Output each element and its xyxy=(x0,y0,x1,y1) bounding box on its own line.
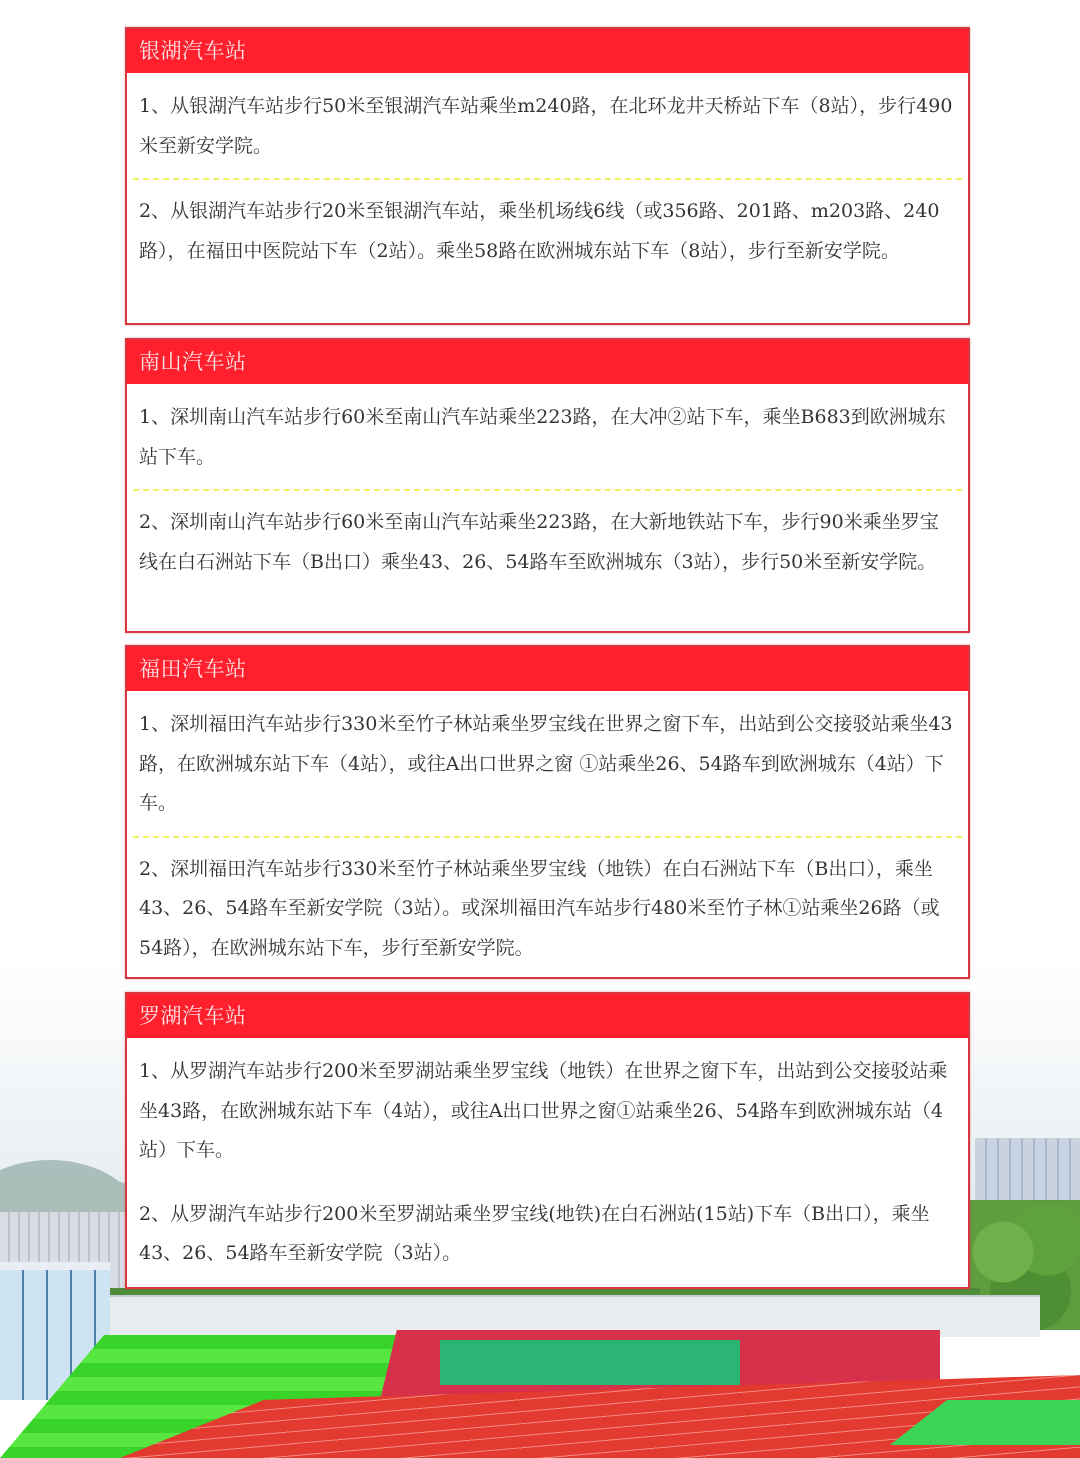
route-option-1: 1、从银湖汽车站步行50米至银湖汽车站乘坐m240路，在北环龙井天桥站下车（8站），步行490米至新安学院。 xyxy=(139,95,953,157)
route-option-2: 2、从罗湖汽车站步行200米至罗湖站乘坐罗宝线(地铁)在白石洲站(15站)下车（B出口），乘坐43、26、54路车至新安学院（3站）。 xyxy=(139,1202,930,1264)
route-option-1: 1、从罗湖汽车站步行200米至罗湖站乘坐罗宝线（地铁）在世界之窗下车，出站到公交接驳站乘坐43路，在欧洲城东站下车（4站），或往A出口世界之窗①站乘坐26、54路车到欧洲城东站（4站）下车。 xyxy=(139,1060,948,1161)
station-title: 银湖汽车站 xyxy=(127,29,968,73)
basketball-court-green xyxy=(440,1340,740,1385)
station-title: 福田汽车站 xyxy=(127,647,968,691)
station-card-yinhu xyxy=(125,27,970,325)
station-title: 罗湖汽车站 xyxy=(127,994,968,1038)
route-option-1: 1、深圳南山汽车站步行60米至南山汽车站乘坐223路，在大冲②站下车，乘坐B683到欧洲城东站下车。 xyxy=(139,406,946,468)
route-option-2: 2、从银湖汽车站步行20米至银湖汽车站，乘坐机场线6线（或356路、201路、m203路、240路），在福田中医院站下车（2站）。乘坐58路在欧洲城东站下车（8站），步行至新安学院。 xyxy=(139,200,940,262)
route-option-1: 1、深圳福田汽车站步行330米至竹子林站乘坐罗宝线在世界之窗下车，出站到公交接驳站乘坐43路，在欧洲城东站下车（4站），或往A出口世界之窗 ①站乘坐26、54路车到欧洲城东（4站）下车。 xyxy=(139,713,953,814)
route-option-2: 2、深圳福田汽车站步行330米至竹子林站乘坐罗宝线（地铁）在白石洲站下车（B出口），乘坐43、26、54路车至新安学院（3站）。或深圳福田汽车站步行480米至竹子林①站乘坐26路（或54路），在欧洲城东站下车，步行至新安学院。 xyxy=(139,857,940,959)
station-card-nanshan xyxy=(125,338,970,633)
station-card-luohu xyxy=(125,992,970,1289)
station-title: 南山汽车站 xyxy=(127,340,968,384)
station-card-futian xyxy=(125,645,970,979)
route-option-2: 2、深圳南山汽车站步行60米至南山汽车站乘坐223路，在大新地铁站下车，步行90米乘坐罗宝线在白石洲站下车（B出口）乘坐43、26、54路车至欧洲城东（3站），步行50米至新安学院。 xyxy=(139,511,939,573)
